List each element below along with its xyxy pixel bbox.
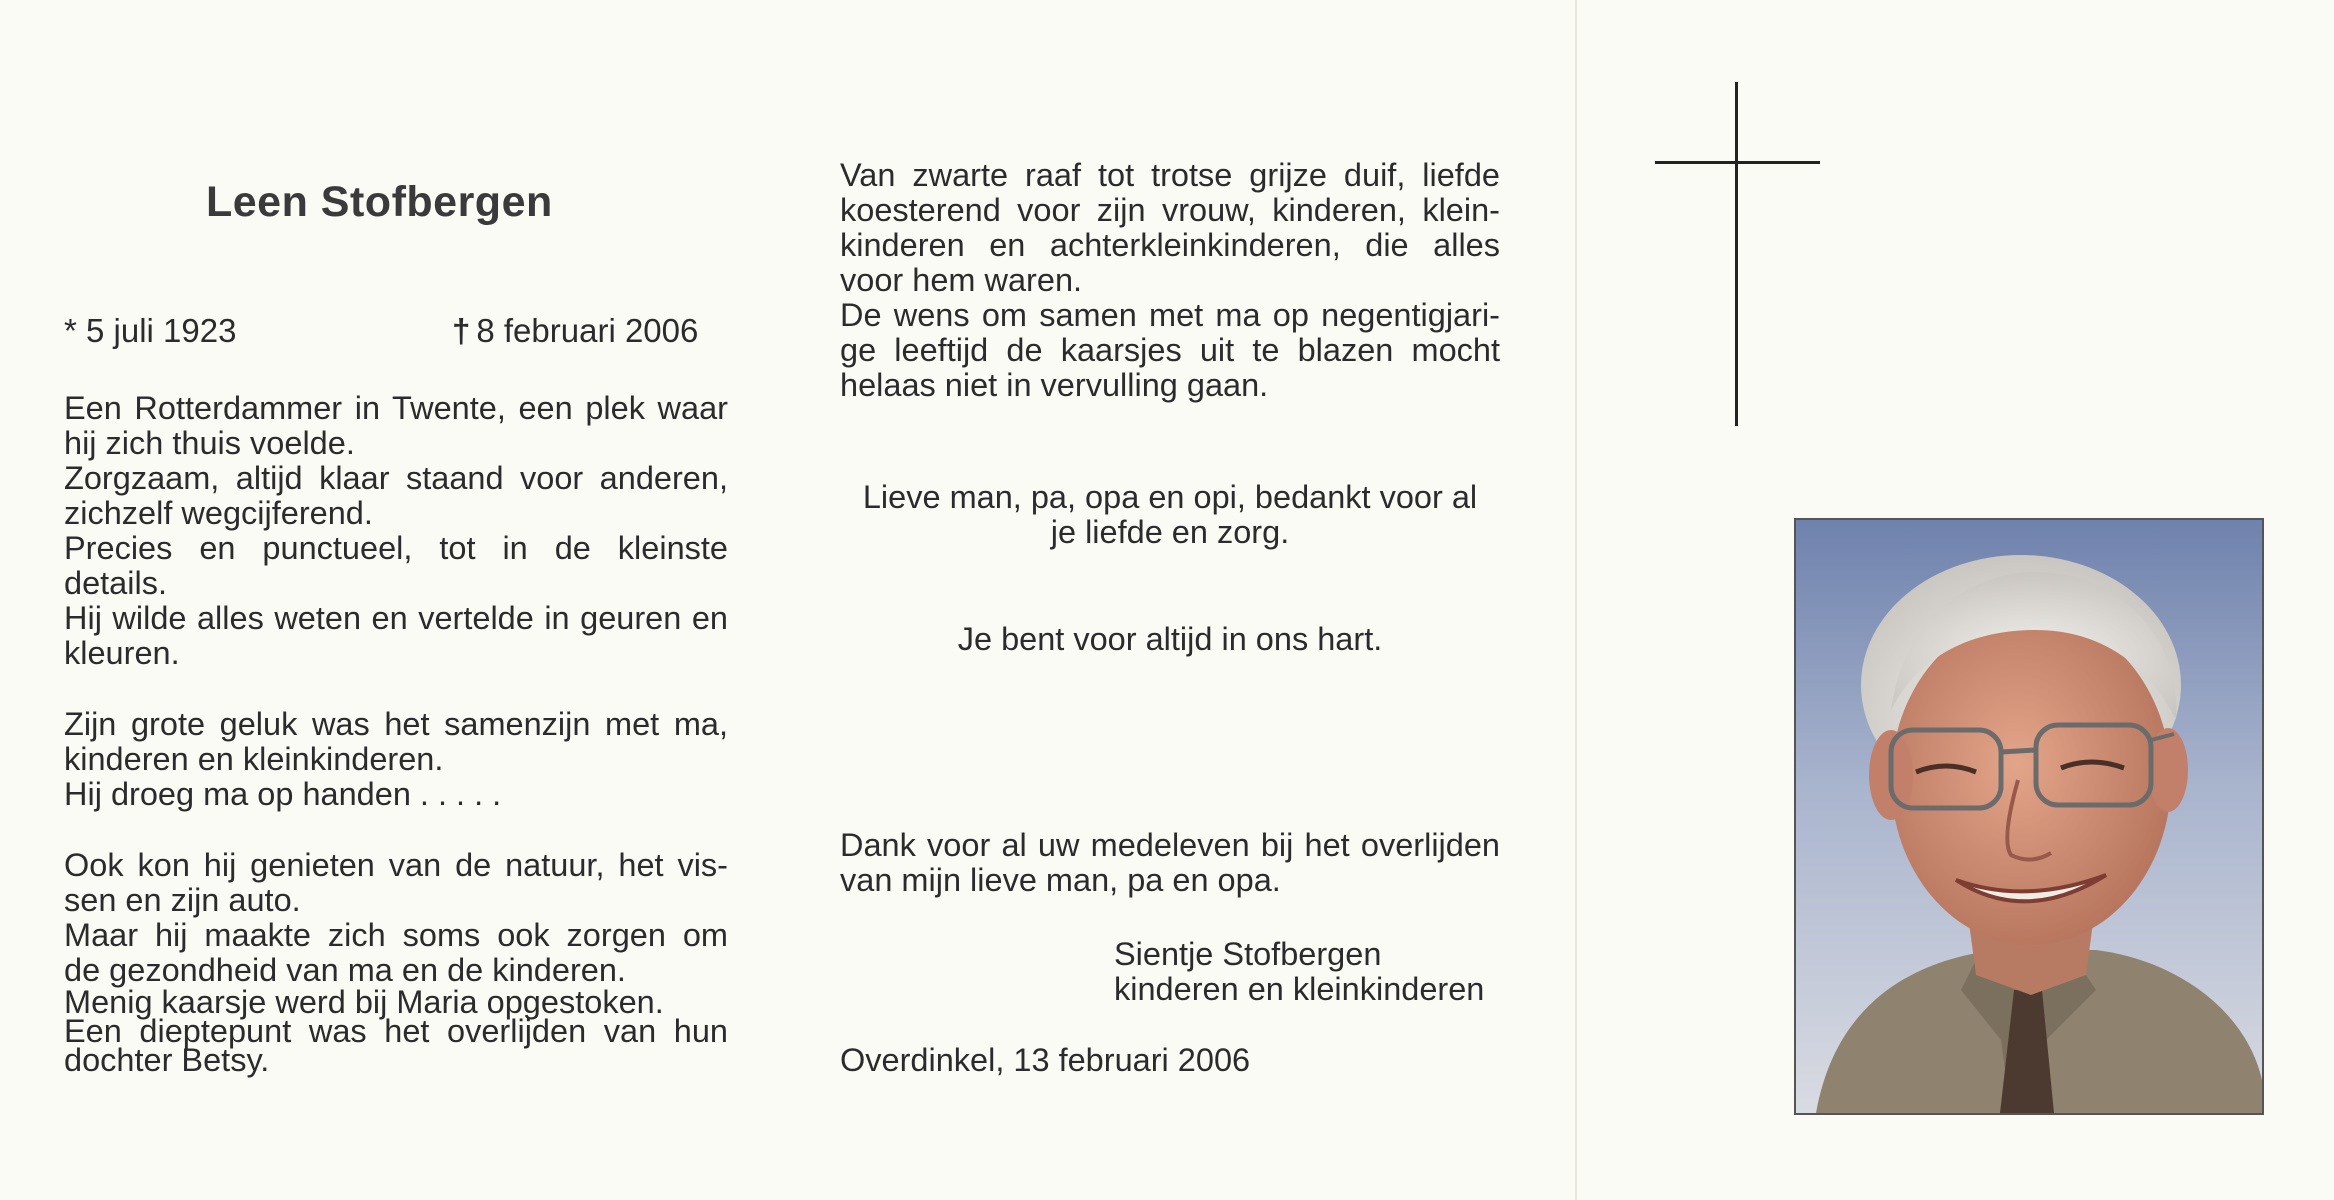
- text-line: Van zwarte raaf tot trotse grijze duif, liefde: [840, 157, 1500, 193]
- birth-date: * 5 juli 1923: [64, 312, 237, 349]
- left-paragraph-1: [64, 391, 728, 671]
- death-date: 8 februari 2006: [476, 312, 699, 349]
- right-text-column: [840, 158, 1500, 403]
- text-line: kinderen en kleinkinderen.: [64, 741, 444, 777]
- text-line: De wens om samen met ma op negentigjari-: [840, 297, 1500, 333]
- text-line: zichzelf wegcijferend.: [64, 495, 373, 531]
- text-line: Zorgzaam, altijd klaar staand voor anderen,: [64, 460, 728, 496]
- text-line: van mijn lieve man, pa en opa.: [840, 862, 1281, 898]
- text-line: Hij droeg ma op handen . . . . .: [64, 776, 502, 812]
- text-line: Een dieptepunt was het overlijden van hun: [64, 1013, 728, 1049]
- text-line: details.: [64, 565, 167, 601]
- text-line: Hij wilde alles weten en vertelde in geuren en: [64, 600, 728, 636]
- death-date-row: [452, 312, 698, 350]
- text-line: je liefde en zorg.: [1050, 514, 1290, 550]
- heart-text: Je bent voor altijd in ons hart.: [957, 621, 1383, 657]
- text-line: helaas niet in vervulling gaan.: [840, 367, 1269, 403]
- left-paragraph-3: [64, 847, 728, 1078]
- text-line: Lieve man, pa, opa en opi, bedankt voor al: [862, 479, 1478, 515]
- text-line: Menig kaarsje werd bij Maria opgestoken.: [64, 984, 664, 1020]
- text-line: Een Rotterdammer in Twente, een plek waar: [64, 390, 728, 426]
- text-line: sen en zijn auto.: [64, 882, 301, 918]
- left-text-column: [64, 390, 728, 1078]
- text-line: kinderen en achterkleinkinderen, die alles: [840, 227, 1500, 263]
- text-line: dochter Betsy.: [64, 1042, 270, 1078]
- signature-family: kinderen en kleinkinderen: [1114, 971, 1485, 1007]
- text-line: koesterend voor zijn vrouw, kinderen, klein-: [840, 192, 1500, 228]
- portrait-illustration: [1796, 520, 2262, 1113]
- signature-name: Sientje Stofbergen: [1114, 936, 1382, 972]
- thanks-text: [840, 828, 1500, 898]
- fold-line: [1575, 0, 1577, 1200]
- right-paragraph-1: [840, 158, 1500, 403]
- text-line: voor hem waren.: [840, 262, 1083, 298]
- text-line: de gezondheid van ma en de kinderen.: [64, 952, 626, 988]
- text-line: Precies en punctueel, tot in de kleinste: [64, 530, 728, 566]
- text-line: Dank voor al uw medeleven bij het overlijden: [840, 827, 1500, 863]
- farewell-text: [840, 480, 1500, 550]
- portrait-photo: [1794, 518, 2264, 1115]
- text-line: ge leeftijd de kaarsjes uit te blazen mocht: [840, 332, 1500, 368]
- death-cross-icon: †: [452, 312, 471, 349]
- text-line: hij zich thuis voelde.: [64, 425, 355, 461]
- deceased-name: Leen Stofbergen: [206, 178, 553, 226]
- text-line: Ook kon hij genieten van de natuur, het vis-: [64, 847, 728, 883]
- cross-icon: [1655, 82, 1820, 426]
- text-line: kleuren.: [64, 635, 180, 671]
- signature: [1114, 937, 1484, 1007]
- place-date: Overdinkel, 13 februari 2006: [840, 1042, 1251, 1078]
- text-line: Maar hij maakte zich soms ook zorgen om: [64, 917, 728, 953]
- left-paragraph-2: [64, 707, 728, 812]
- text-line: Zijn grote geluk was het samenzijn met ma,: [64, 706, 728, 742]
